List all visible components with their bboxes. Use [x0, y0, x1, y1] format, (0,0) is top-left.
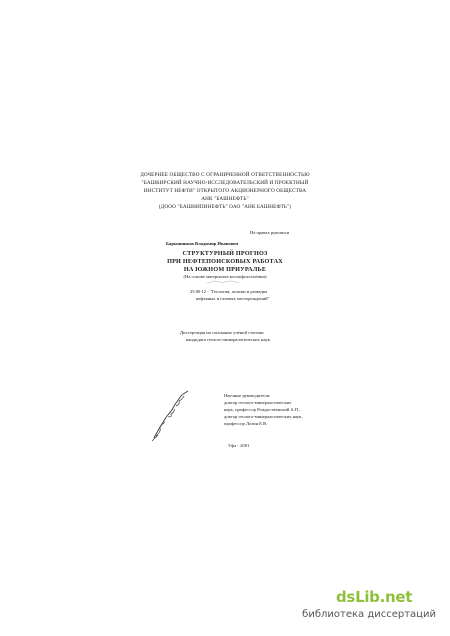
organization-line-2: "БАШКИРСКИЙ НАУЧНО-ИССЛЕДОВАТЕЛЬСКИЙ И ПРОЕКТНЫЙ	[141, 180, 309, 186]
supervisor-line-3: наук, профессор Рождественский А.П.,	[224, 407, 301, 412]
dslib-logo-text: dsLib.net	[336, 588, 413, 606]
supervisors-heading: Научные руководители:	[224, 393, 271, 398]
place-and-year: Уфа - 2001	[228, 443, 250, 448]
dslib-logo-caption: библиотека диссертаций	[302, 609, 436, 620]
title-line-3: НА ЮЖНОМ ПРИУРАЛЬЕ	[183, 266, 267, 273]
organization-line-3: ИНСТИТУТ НЕФТИ" ОТКРЫТОГО АКЦИОНЕРНОГО ОБЩЕСТВА	[143, 188, 307, 194]
degree-line-2: кандидата геолого-минералогических наук	[186, 337, 270, 342]
organization-line-1: ДОЧЕРНЕЕ ОБЩЕСТВО С ОГРАНИЧЕННОЙ ОТВЕТСТВЕННОСТЬЮ	[140, 172, 310, 178]
supervisor-line-5: профессор Лозин Е.В.	[224, 421, 268, 426]
title-line-2: ПРИ НЕФТЕПОИСКОВЫХ РАБОТАХ	[167, 258, 283, 265]
supervisor-line-2: доктор геолого-минералогических	[224, 400, 292, 405]
organization-line-4: АНК "БАШНЕФТЬ"	[201, 196, 249, 202]
degree-line-1: Диссертация на соискание учёной степени	[180, 330, 264, 335]
specialty-line-2: нефтяных и газовых месторождений"	[196, 296, 270, 301]
author-name: Барышников Владимир Иванович	[166, 241, 239, 246]
manuscript-note: На правах рукописи	[250, 230, 290, 235]
handwritten-signature	[150, 386, 200, 444]
title-subtitle: (На основе материалов космофотосъёмки)	[183, 274, 267, 279]
supervisor-line-4: доктор геолого-минералогических наук,	[224, 414, 303, 419]
organization-line-5: (ДООО "БАШНИПИНЕФТЬ" ОАО "АНК БАШНЕФТЬ")	[158, 204, 292, 210]
specialty-line-1: 25.00.12 - "Геология, поиски и разведка	[190, 289, 268, 294]
faint-stamp-mark	[206, 280, 240, 284]
dslib-watermark	[302, 588, 436, 622]
title-line-1: СТРУКТУРНЫЙ ПРОГНОЗ	[182, 250, 268, 257]
